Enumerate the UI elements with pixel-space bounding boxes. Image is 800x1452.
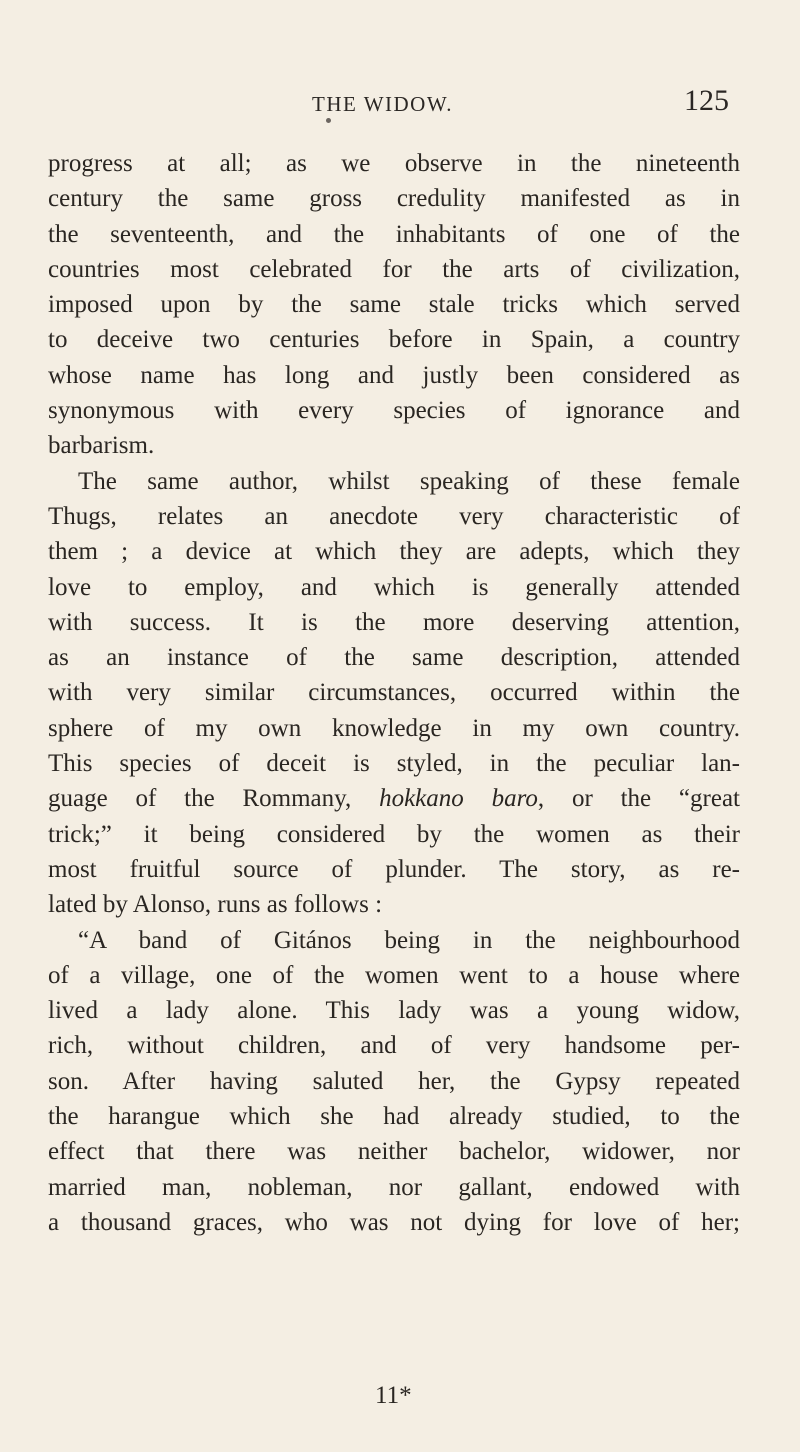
text-line: to deceive two centuries before in Spain, a country [48, 326, 740, 354]
text-line: trick;” it being considered by the women as their [48, 820, 740, 848]
ink-speck [326, 118, 331, 123]
text-line: a thousand graces, who was not dying for love of her; [48, 1208, 740, 1236]
text-line: lated by Alonso, runs as follows : [48, 891, 383, 919]
signature-mark: 11* [375, 1382, 412, 1409]
text-line: rich, without children, and of very handsome per- [48, 1032, 740, 1060]
text-line: whose name has long and justly been considered as [48, 361, 740, 389]
text-line: as an instance of the same description, attended [48, 644, 740, 672]
text-line: of a village, one of the women went to a house where [48, 961, 740, 989]
text-line: synonymous with every species of ignorance and [48, 397, 740, 425]
text-line: married man, nobleman, nor gallant, endowed with [48, 1173, 740, 1201]
text-line: them ; a device at which they are adepts, which they [48, 538, 740, 566]
text-line: This species of deceit is styled, in the peculiar lan- [48, 750, 740, 778]
text-line: century the same gross credulity manifested as in [48, 185, 740, 213]
text-line: with success. It is the more deserving attention, [48, 608, 740, 636]
text-line: progress at all; as we observe in the nineteenth [48, 150, 740, 177]
text-line: the harangue which she had already studied, to the [48, 1103, 740, 1131]
text-line: barbarism. [48, 432, 155, 460]
text-line: the seventeenth, and the inhabitants of one of the [48, 220, 740, 248]
text-line: sphere of my own knowledge in my own country. [48, 714, 740, 742]
running-head [0, 84, 800, 132]
text-line: most fruitful source of plunder. The story, as re- [48, 855, 740, 883]
text-line: with very similar circumstances, occurred within the [48, 679, 740, 707]
text-line: son. After having saluted her, the Gypsy repeated [48, 1067, 740, 1095]
body-text [48, 146, 740, 1240]
text-line: Thugs, relates an anecdote very characteristic of [48, 502, 740, 530]
text-line: imposed upon by the same stale tricks which served [48, 291, 740, 319]
romani-phrase: hokkano baro [379, 785, 538, 813]
running-title: THE WIDOW. [312, 92, 453, 116]
page-number: 125 [684, 84, 729, 117]
text-line: lived a lady alone. This lady was a young widow, [48, 997, 740, 1025]
text-line: effect that there was neither bachelor, widower, nor [48, 1138, 740, 1166]
text-line: love to employ, and which is generally attended [48, 573, 740, 601]
text-line: The same author, whilst speaking of these female [78, 467, 740, 495]
text-line: “A band of Gitános being in the neighbourhood [78, 926, 740, 954]
text-line: guage of the Rommany, hokkano baro, or the “great [48, 785, 740, 813]
text-line: countries most celebrated for the arts of civilization, [48, 255, 740, 283]
